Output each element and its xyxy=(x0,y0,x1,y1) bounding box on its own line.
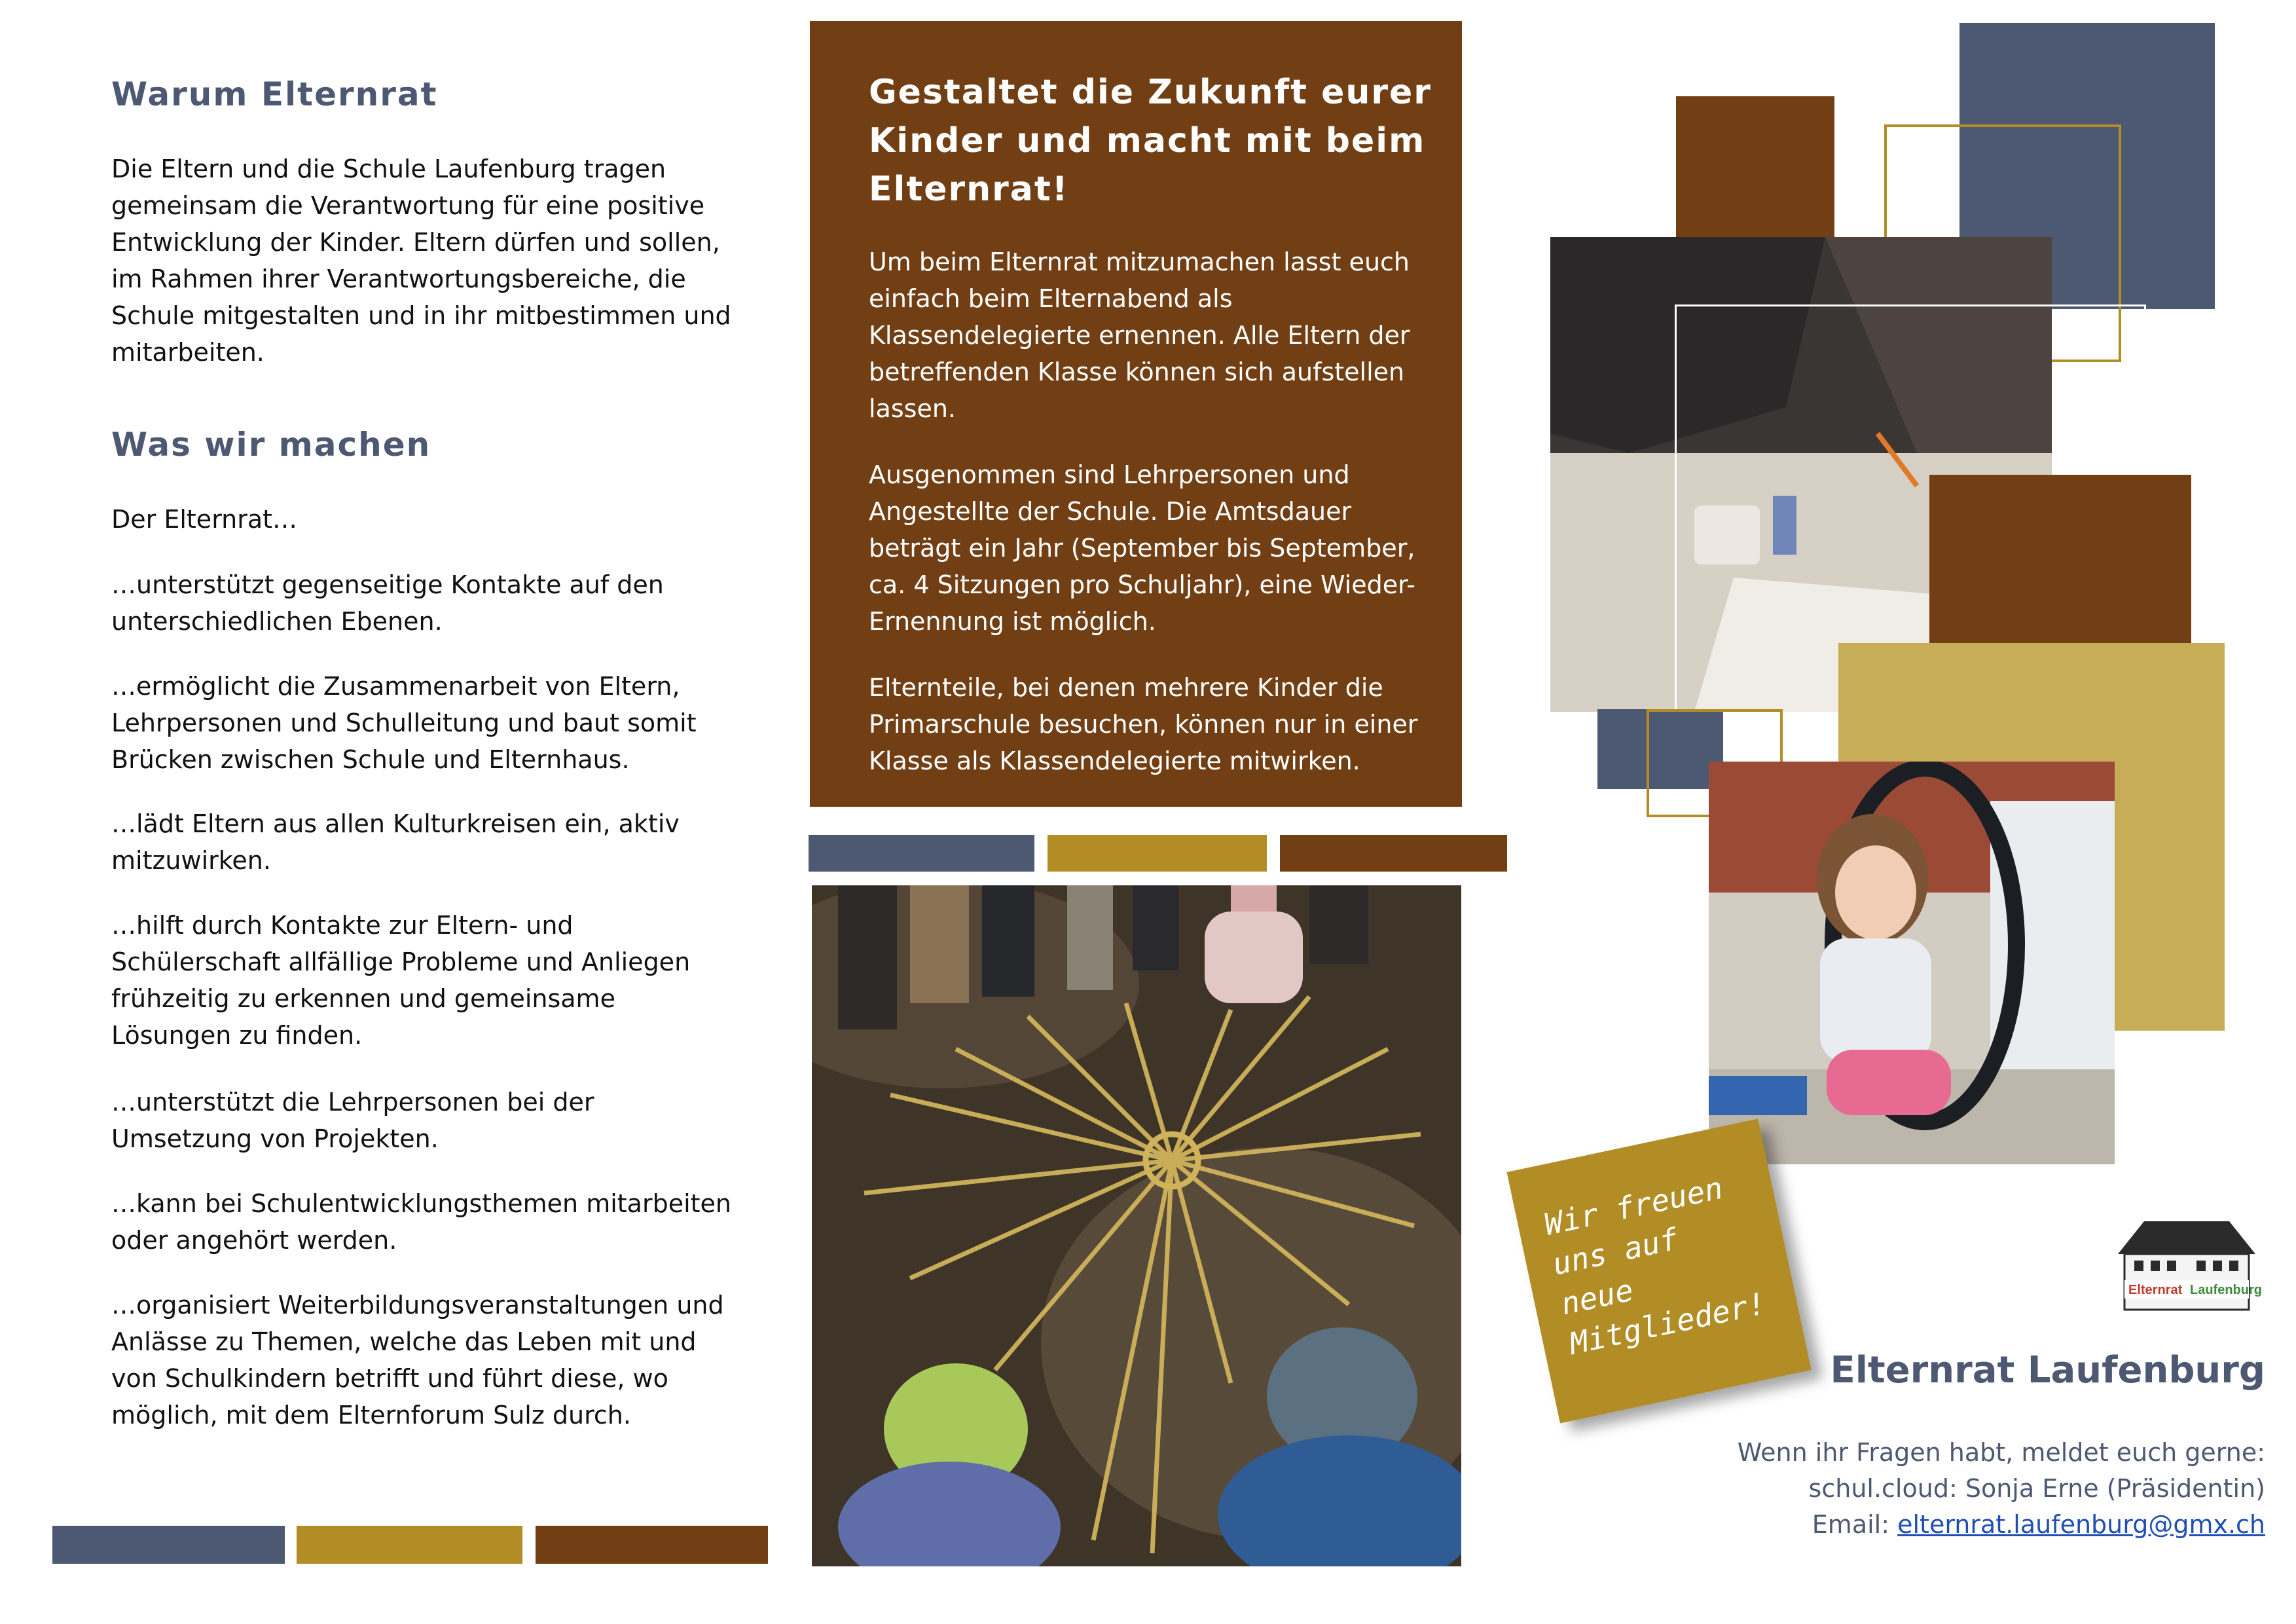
gym-illustration xyxy=(1709,762,2115,1164)
rope-sun-illustration xyxy=(812,885,1461,1566)
why-text: Die Eltern und die Schule Laufenburg tragen gemeinsam die Verantwortung für eine positive Entwicklung der Kinder. Eltern dürfen und sollen, im Rahmen ihrer Verantwortungsbereiche, die Schule mitgestalten und in ihr mitbestimmen und mitarbeiten. xyxy=(111,155,731,367)
contact-intro: Wenn ihr Fragen habt, meldet euch gerne: xyxy=(1737,1438,2265,1467)
cta-paragraph: Um beim Elternrat mitzumachen lasst euch einfach beim Elternabend als Klassendelegierte ernennen. Alle Eltern der betreffenden Klasse können sich aufstellen lassen. xyxy=(869,248,1410,423)
collage-block-brown xyxy=(1676,96,1834,237)
intro-text: Der Elternrat… xyxy=(111,505,298,534)
logo xyxy=(2105,1208,2265,1313)
color-bar-brown xyxy=(1280,835,1507,872)
email-label: Email: xyxy=(1812,1510,1890,1539)
logo-text-right: Laufenburg xyxy=(2190,1283,2262,1297)
list-item: …organisiert Weiterbildungsveranstaltungen und Anlässe zu Themen, welche das Leben mit und von Schulkindern betrifft und führt diese, wo möglich, mit dem Elternforum Sulz durch. xyxy=(111,1291,724,1430)
list-item: …unterstützt die Lehrpersonen bei der Umsetzung von Projekten. xyxy=(111,1088,594,1153)
cta-title: Gestaltet die Zukunft eurer Kinder und macht mit beim Elternrat! xyxy=(869,73,1432,209)
cta-paragraph: Elternteile, bei denen mehrere Kinder die Primarschule besuchen, können nur in einer Klasse als Klassendelegierte mitwirken. xyxy=(869,673,1418,775)
organization-name: Elternrat Laufenburg xyxy=(1830,1349,2265,1392)
heading-warum-elternrat: Warum Elternrat xyxy=(111,75,438,113)
heading-was-wir-machen: Was wir machen xyxy=(111,426,431,464)
photo-girl-gym-ring xyxy=(1709,762,2115,1164)
color-bar-gold xyxy=(1048,835,1267,872)
email-link[interactable]: elternrat.laufenburg@gmx.ch xyxy=(1897,1510,2265,1539)
list-item: …hilft durch Kontakte zur Eltern- und Schülerschaft allfällige Probleme und Anliegen frühzeitig zu erkennen und gemeinsame Lösungen zu finden. xyxy=(111,911,691,1050)
list-item: …lädt Eltern aus allen Kulturkreisen ein, aktiv mitzuwirken. xyxy=(111,809,680,875)
list-item: …kann bei Schulentwicklungsthemen mitarbeiten oder angehört werden. xyxy=(111,1189,732,1255)
list-item: …unterstützt gegenseitige Kontakte auf den unterschiedlichen Ebenen. xyxy=(111,570,664,636)
school-building-icon xyxy=(2105,1208,2265,1313)
cta-paragraph: Ausgenommen sind Lehrpersonen und Angestellte der Schule. Die Amtsdauer beträgt ein Jahr (September bis September, ca. 4 Sitzungen pro Schuljahr), eine Wieder-Ernennung ist möglich. xyxy=(869,460,1416,636)
color-bar-slate xyxy=(52,1526,285,1564)
photo-children-rope-sun xyxy=(812,885,1461,1566)
sticky-note-text: Wir freuen uns auf neue Mitglieder! xyxy=(1540,1170,1769,1362)
color-bar-brown xyxy=(536,1526,768,1564)
contact-person: schul.cloud: Sonja Erne (Präsidentin) xyxy=(1808,1474,2265,1503)
call-to-action-box xyxy=(810,21,1462,807)
list-item: …ermöglicht die Zusammenarbeit von Eltern, Lehrpersonen und Schulleitung und baut somit Brücken zwischen Schule und Elternhaus. xyxy=(111,672,697,774)
color-bar-slate xyxy=(809,835,1034,872)
color-bar-gold xyxy=(297,1526,522,1564)
contact-email-line xyxy=(1611,1506,2265,1543)
logo-text-left: Elternrat xyxy=(2128,1283,2183,1297)
